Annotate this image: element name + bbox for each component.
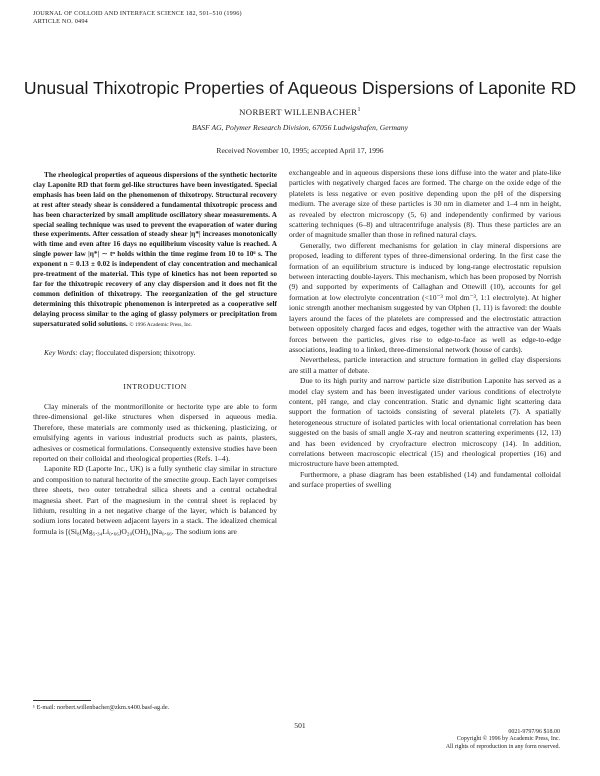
abstract-copyright: © 1996 Academic Press, Inc. [129,321,193,328]
abstract [33,170,277,331]
journal-citation: JOURNAL OF COLLOID AND INTERFACE SCIENCE 182, 501–510 (1996) [33,10,242,17]
intro-paragraph-1: Clay minerals of the montmorillonite or hectorite type are able to form three-dimensional gel-like structures when dispersed in aqueous media. Therefore, these materials are commonly used as thickening, plasticizing, or emulsifying agents in various industrial products such as paints, plasters, adhesives or cosmetical formulations. Consequently extensive studies have been reported on their colloidal and rheological properties (Refs. 1–4). [33,402,277,464]
author-line [0,107,600,117]
right-paragraph-3: Nevertheless, particle interaction and structure formation in gelled clay dispersions are still a matter of debate. [289,355,561,375]
abstract-text: The rheological properties of aqueous dispersions of the synthetic hectorite clay Laponite RD that form gel-like structures have been investigated. Special emphasis has been laid on the phenomenon of thixotropy. Structural recovery at rest after steady shear is considered a fundamental thixotropic process and has been characterized by small amplitude oscillatory shear measurements. A special sealing technique was used to prevent the evaporation of water during these experiments. After cessation of steady shear |η*| increases monotonically with time and even after 16 days no equilibrium viscosity value is reached. A single power law |η*| ∼ tⁿ holds within the time regime from 10 to 10⁶ s. The exponent n = 0.13 ± 0.02 is independent of clay concentration and mechanical pre-treatment of the material. This type of kinetics has not been reported so far for the thixotropic recovery of any clay dispersion and it does not fit the common definition of thixotropy. The reorganization of the gel structure determining this thixotropic phenomenon is interpreted as a cooperative self delaying process similar to the aging of glassy polymers or precipitation from supersaturated solid solutions. [33,170,277,328]
intro-paragraph-2: Laponite RD (Laporte Inc., UK) is a fully synthetic clay similar in structure and composition to natural hectorite of the smectite group. Each layer comprises three sheets, two outer tetrahedral silica sheets and a central octahedral magnesia sheet. Part of the magnesium in the central sheet is replaced by lithium, resulting in a net negative charge of the layer, which is balanced by sodium ions located between adjacent layers in a stack. The idealized chemical formula is [(Si₈(Mg₅.₃₄Li₀.₆₆)O₂₀(OH)₄]Na₀.₆₆. The sodium ions are [33,464,277,536]
price-code: 0021-9797/96 $18.00 [508,729,560,735]
paper-title: Unusual Thixotropic Properties of Aqueous Dispersions of Laponite RD [23,78,577,98]
right-paragraph-2: Generally, two different mechanisms for gelation in clay mineral dispersions are proposed, leading to different types of three-dimensional ordering. In the first case the formation of an equilibrium structure is induced by long-range electrostatic repulsion between interacting double-layers. This mechanism, which has been proposed by Norrish (9) and supported by experiments of Callaghan and Ottewill (10), accounts for gel formation at low electrolyte concentration (<10⁻³ mol dm⁻³, 1:1 electrolyte). At higher ionic strength another mechanism suggested by van Olphen (1, 11) is favored: the double layers around the faces of the platelets are compressed and the electrostatic attraction between oppositely charged faces and edges, together with the attractive van der Waals forces between the particles, gives rise to edge-to-face as well as edge-to-edge associations, leading to a linked, three-dimensional network (house of cards). [289,240,561,354]
keywords [33,348,277,358]
introduction-body [33,402,277,537]
keywords-label: Key Words: [44,348,78,357]
author-name: NORBERT WILLENBACHER [239,107,358,117]
affiliation: BASF AG, Polymer Research Division, 67056 Ludwigshafen, Germany [192,123,408,132]
copyright-block [446,729,560,751]
rights-notice: All rights of reproduction in any form reserved. [445,743,560,750]
right-paragraph-5: Furthermore, a phase diagram has been established (14) and fundamental colloidal and surface properties of swelling [289,469,561,490]
journal-header [33,10,242,27]
author-footnote-mark: 1 [357,107,361,114]
received-dates: Received November 10, 1995; accepted April 17, 1996 [216,146,384,155]
article-number: ARTICLE NO. 0494 [33,18,88,26]
right-paragraph-4: Due to its high purity and narrow particle size distribution Laponite has served as a model clay system and has been investigated under various conditions of electrolyte content, pH range, and clay concentration. Static and dynamic light scattering data support the formation of tactoids consisting of several platelets (7). A spatially heterogeneous structure of isolated particles with local orientational correlation has been suggested on the basis of small angle X-ray and neutron scattering experiments (12, 13) and has been evidenced by cryofracture electron microscopy (14). In addition, correlations between macroscopic electrical (15) and rheological properties (16) and microstructure have been attempted. [289,376,561,469]
author-email-footnote: ¹ E-mail: norbert.willenbacher@zkm.x400.basf-ag.de. [33,704,170,711]
right-paragraph-1: exchangeable and in aqueous dispersions these ions diffuse into the water and plate-like particles with negatively charged faces are formed. The charge on the oxide edge of the platelets is less negative or even positive depending upon the pH of the dispersing medium. The average size of these particles is 30 nm in diameter and 1–4 nm in height, as revealed by electron microscopy (5, 6) and independently confirmed by various scattering techniques (6–8) and ultracentrifuge analysis (8). Thus these particles are an order of magnitude smaller than those in refined natural clays. [289,168,561,240]
copyright-notice: Copyright © 1996 by Academic Press, Inc. [456,736,560,743]
right-column-body [289,168,561,491]
keywords-text: clay; flocculated dispersion; thixotropy. [79,348,196,357]
footnote-divider [33,700,91,701]
introduction-heading: INTRODUCTION [123,382,187,391]
page-number: 501 [294,721,306,730]
